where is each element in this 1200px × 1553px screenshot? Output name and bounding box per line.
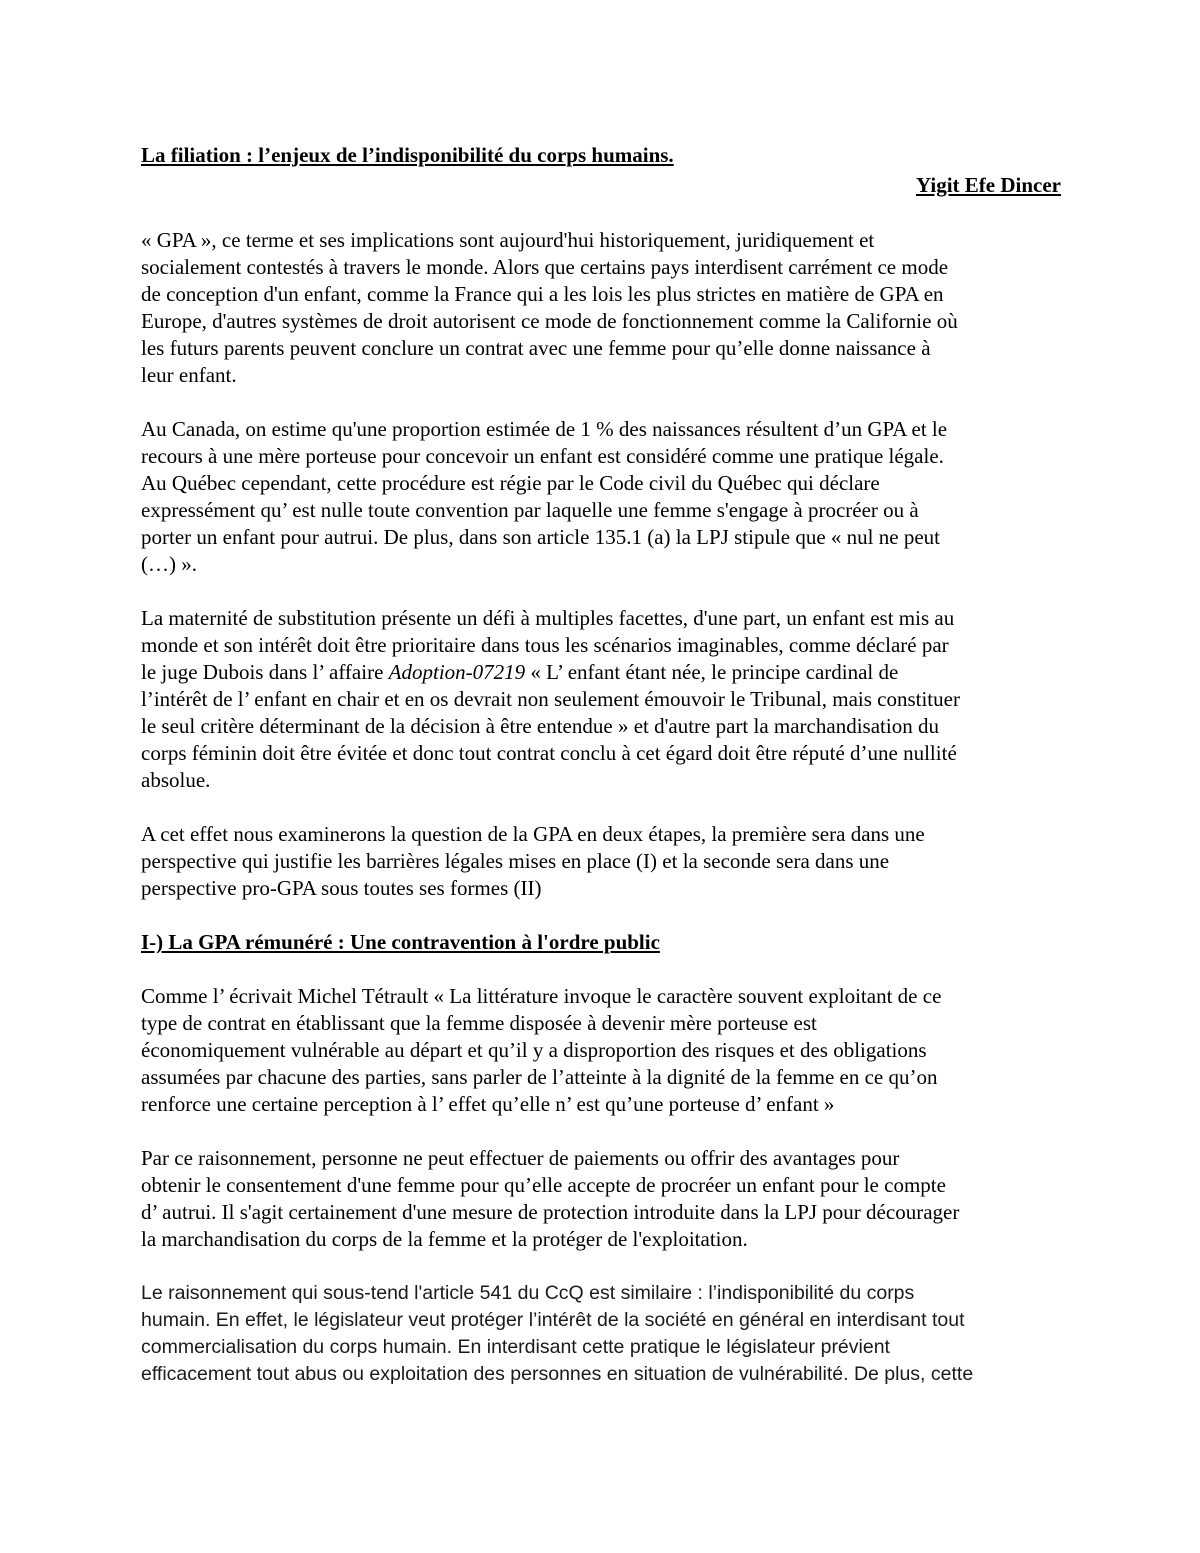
text-line: porter un enfant pour autrui. De plus, dans son article 135.1 (a) la LPJ stipule que « nul ne peut xyxy=(141,525,940,549)
text-line: la marchandisation du corps de la femme et la protéger de l'exploitation. xyxy=(141,1227,748,1251)
paragraph-maternite xyxy=(141,605,1061,794)
document-page xyxy=(141,140,1061,1388)
text-line: obtenir le consentement d'une femme pour qu’elle accepte de procréer un enfant pour le compte xyxy=(141,1173,946,1197)
paragraph-article-541 xyxy=(141,1280,1061,1388)
text-line: de conception d'un enfant, comme la France qui a les lois les plus strictes en matière de GPA en xyxy=(141,282,944,306)
spacer xyxy=(141,1118,1061,1145)
text-line: Europe, d'autres systèmes de droit autorisent ce mode de fonctionnement comme la Californie où xyxy=(141,309,958,333)
paragraph-canada xyxy=(141,416,1061,578)
case-citation: Adoption-07219 xyxy=(388,660,526,684)
section-heading: I-) La GPA rémunéré : Une contravention à l'ordre public xyxy=(141,930,660,954)
text-line: commercialisation du corps humain. En interdisant cette pratique le législateur prévient xyxy=(141,1336,890,1358)
text-line: perspective pro-GPA sous toutes ses formes (II) xyxy=(141,876,542,900)
document-author: Yigit Efe Dincer xyxy=(915,173,1061,197)
text-line: efficacement tout abus ou exploitation des personnes en situation de vulnérabilité. De plus, cette xyxy=(141,1363,974,1385)
text-line: corps féminin doit être évitée et donc tout contrat conclu à cet égard doit être réputé d’une nullité xyxy=(141,741,957,765)
text-line: type de contrat en établissant que la femme disposée à devenir mère porteuse est xyxy=(141,1011,817,1035)
text-segment: le juge Dubois dans l’ affaire xyxy=(141,660,389,684)
text-line: socialement contestés à travers le monde. Alors que certains pays interdisent carrément ce mode xyxy=(141,255,949,279)
text-line: Au Canada, on estime qu'une proportion estimée de 1 % des naissances résultent d’un GPA et le xyxy=(141,417,948,441)
document-title: La filiation : l’enjeux de l’indisponibilité du corps humains. xyxy=(141,143,674,167)
text-line: l’intérêt de l’ enfant en chair et en os devrait non seulement émouvoir le Tribunal, mais constituer xyxy=(141,687,960,711)
text-line: Par ce raisonnement, personne ne peut effectuer de paiements ou offrir des avantages pour xyxy=(141,1146,900,1170)
text-line: perspective qui justifie les barrières légales mises en place (I) et la seconde sera dans une xyxy=(141,849,890,873)
text-line: A cet effet nous examinerons la question de la GPA en deux étapes, la première sera dans une xyxy=(141,822,925,846)
text-line: les futurs parents peuvent conclure un contrat avec une femme pour qu’elle donne naissance à xyxy=(141,336,931,360)
text-line: Comme l’ écrivait Michel Tétrault « La littérature invoque le caractère souvent exploitant de ce xyxy=(141,984,942,1008)
spacer xyxy=(141,1253,1061,1280)
text-segment: « L’ enfant étant née, le principe cardinal de xyxy=(525,660,899,684)
text-line: humain. En effet, le législateur veut protéger l’intérêt de la société en général en interdisant tout xyxy=(141,1309,965,1331)
text-line: monde et son intérêt doit être prioritaire dans tous les scénarios imaginables, comme déclaré par xyxy=(141,633,949,657)
spacer xyxy=(141,389,1061,416)
text-line: « GPA », ce terme et ses implications sont aujourd'hui historiquement, juridiquement et xyxy=(141,228,875,252)
text-line: assumées par chacune des parties, sans parler de l’atteinte à la dignité de la femme en ce qu’on xyxy=(141,1065,938,1089)
spacer xyxy=(141,200,1061,227)
text-line: économiquement vulnérable au départ et qu’il y a disproportion des risques et des obligations xyxy=(141,1038,927,1062)
text-line: le seul critère déterminant de la décision à être entendue » et d'autre part la marchandisation du xyxy=(141,714,939,738)
text-line: renforce une certaine perception à l’ effet qu’elle n’ est qu’une porteuse d’ enfant » xyxy=(141,1092,835,1116)
paragraph-intro xyxy=(141,227,1061,389)
spacer xyxy=(141,956,1061,983)
spacer xyxy=(141,794,1061,821)
paragraph-plan xyxy=(141,821,1061,902)
text-line: expressément qu’ est nulle toute convention par laquelle une femme s'engage à procréer ou à xyxy=(141,498,919,522)
text-line: absolue. xyxy=(141,768,211,792)
paragraph-raisonnement xyxy=(141,1145,1061,1253)
spacer xyxy=(141,578,1061,605)
text-line: recours à une mère porteuse pour concevoir un enfant est considéré comme une pratique légale. xyxy=(141,444,944,468)
spacer xyxy=(141,902,1061,929)
text-line: d’ autrui. Il s'agit certainement d'une mesure de protection introduite dans la LPJ pour décourager xyxy=(141,1200,960,1224)
text-line: (…) ». xyxy=(141,552,197,576)
paragraph-tetrault xyxy=(141,983,1061,1118)
text-line: Au Québec cependant, cette procédure est régie par le Code civil du Québec qui déclare xyxy=(141,471,880,495)
text-line: Le raisonnement qui sous-tend l'article 541 du CcQ est similaire : l’indisponibilité du corps xyxy=(141,1282,915,1304)
text-line-with-citation xyxy=(141,659,1061,686)
text-line: La maternité de substitution présente un défi à multiples facettes, d'une part, un enfant est mis au xyxy=(141,606,955,630)
text-line: leur enfant. xyxy=(141,363,237,387)
